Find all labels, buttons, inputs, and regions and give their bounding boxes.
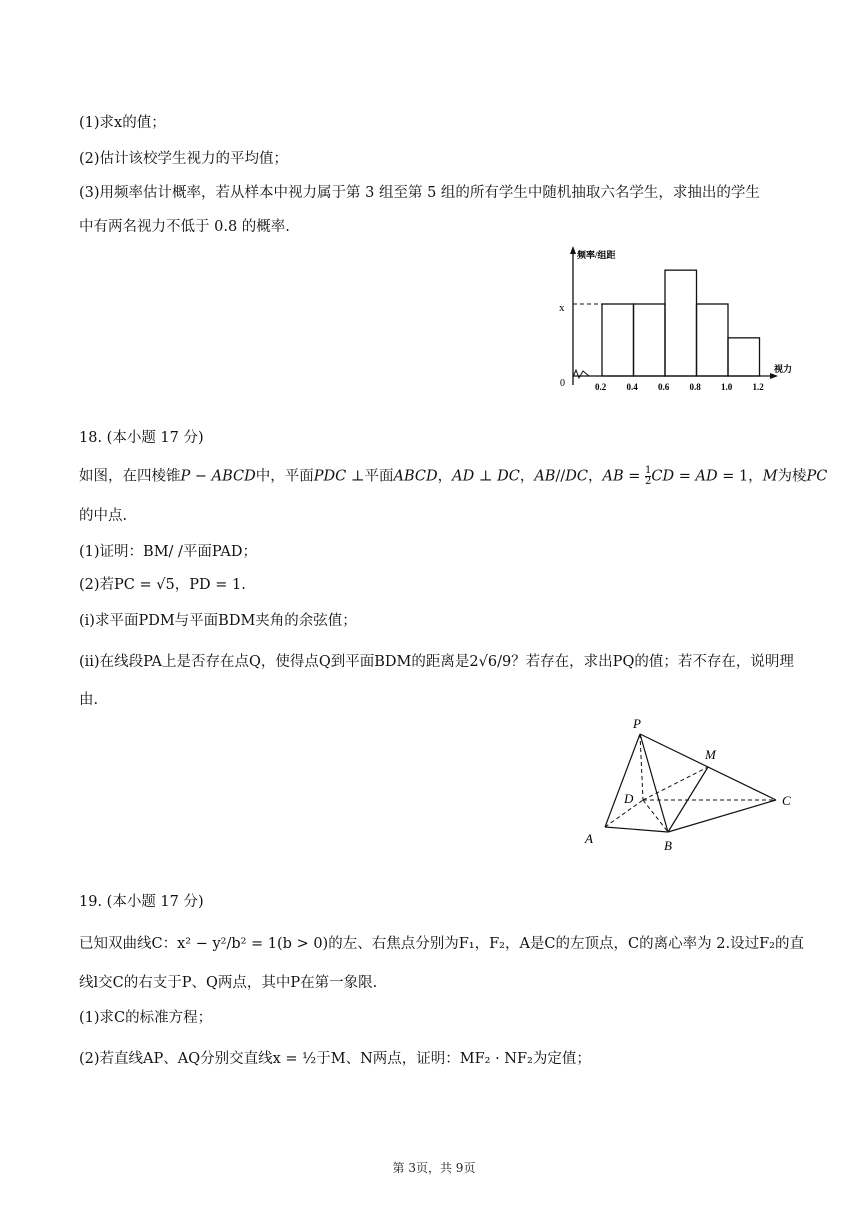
histogram-bar — [602, 304, 634, 376]
x-marker-label: x — [559, 302, 565, 314]
q17-sub3-line1: (3)用频率估计概率，若从样本中视力属于第 3 组至第 5 组的所有学生中随机抽取六名学生，求抽出的学生 — [79, 185, 760, 201]
x-tick-label: 1.2 — [752, 382, 764, 392]
label-B: B — [664, 838, 672, 853]
label-M: M — [705, 747, 716, 762]
edge-DB — [643, 800, 668, 832]
label-D: D — [624, 791, 634, 806]
x-tick-label: 1.0 — [721, 382, 733, 392]
q18-sub1: (1)证明：BM/ /平面PAD； — [79, 544, 257, 560]
histogram-bar — [728, 338, 760, 376]
histogram-bar — [634, 304, 666, 376]
label-A: A — [585, 831, 593, 846]
q18-stem-line1: 如图，在四棱锥P − ABCD中，平面PDC ⊥平面ABCD，AD ⊥ DC，AB//DC，AB = $\frac{1}{2}$ CD = AD = 1，M为棱PC — [79, 465, 828, 487]
y-axis-label: 频率/组距 — [577, 250, 616, 260]
origin-label: 0 — [560, 378, 565, 389]
q18-sub2ii-line2: 由. — [79, 692, 99, 708]
q19-stem-line1: 已知双曲线C：x² − y²/b² = 1(b > 0)的左、右焦点分别为F₁，F₂，A是C的左顶点，C的离心率为 2.设过F₂的直 — [79, 936, 804, 952]
pyramid-figure — [578, 712, 808, 857]
edge-PA — [605, 734, 640, 827]
q17-sub3-line2: 中有两名视力不低于 0.8 的概率. — [79, 219, 290, 235]
vision-histogram — [550, 240, 810, 400]
q19-stem-line2: 线l交C的右支于P、Q两点，其中P在第一象限. — [79, 975, 378, 991]
q19-header: 19. (本小题 17 分) — [79, 894, 204, 910]
edge-PB — [640, 734, 668, 832]
x-tick-label: 0.8 — [689, 382, 701, 392]
q18-header: 18. (本小题 17 分) — [79, 430, 204, 446]
x-axis-label: 视力 — [774, 364, 793, 374]
y-axis-arrow — [570, 246, 576, 254]
q19-sub2: (2)若直线AP、AQ分别交直线x = ½于M、N两点，证明：MF₂ · NF₂为定值； — [79, 1051, 591, 1067]
label-P: P — [633, 716, 641, 731]
label-C: C — [782, 793, 791, 808]
x-tick-label: 0.6 — [658, 382, 670, 392]
q17-sub1: (1)求x的值； — [79, 115, 166, 131]
page-footer: 第 3页，共 9页 — [392, 1161, 476, 1175]
q19-sub1: (1)求C的标准方程； — [79, 1010, 213, 1026]
histogram-bar — [665, 270, 697, 376]
edge-AB — [605, 827, 668, 832]
q18-sub2: (2)若PC = √5，PD = 1. — [79, 577, 246, 593]
x-tick-label: 0.4 — [626, 382, 638, 392]
q18-sub2ii-line1: (ii)在线段PA上是否存在点Q，使得点Q到平面BDM的距离是2√6/9？若存在，求出PQ的值；若不存在，说明理 — [79, 654, 794, 670]
x-tick-label: 0.2 — [595, 382, 607, 392]
histogram-bar — [697, 304, 729, 376]
q17-sub2: (2)估计该校学生视力的平均值； — [79, 151, 289, 167]
q18-stem-line2: 的中点. — [79, 508, 128, 524]
x-axis-break — [573, 370, 589, 378]
q18-sub2i: (i)求平面PDM与平面BDM夹角的余弦值； — [79, 613, 357, 629]
